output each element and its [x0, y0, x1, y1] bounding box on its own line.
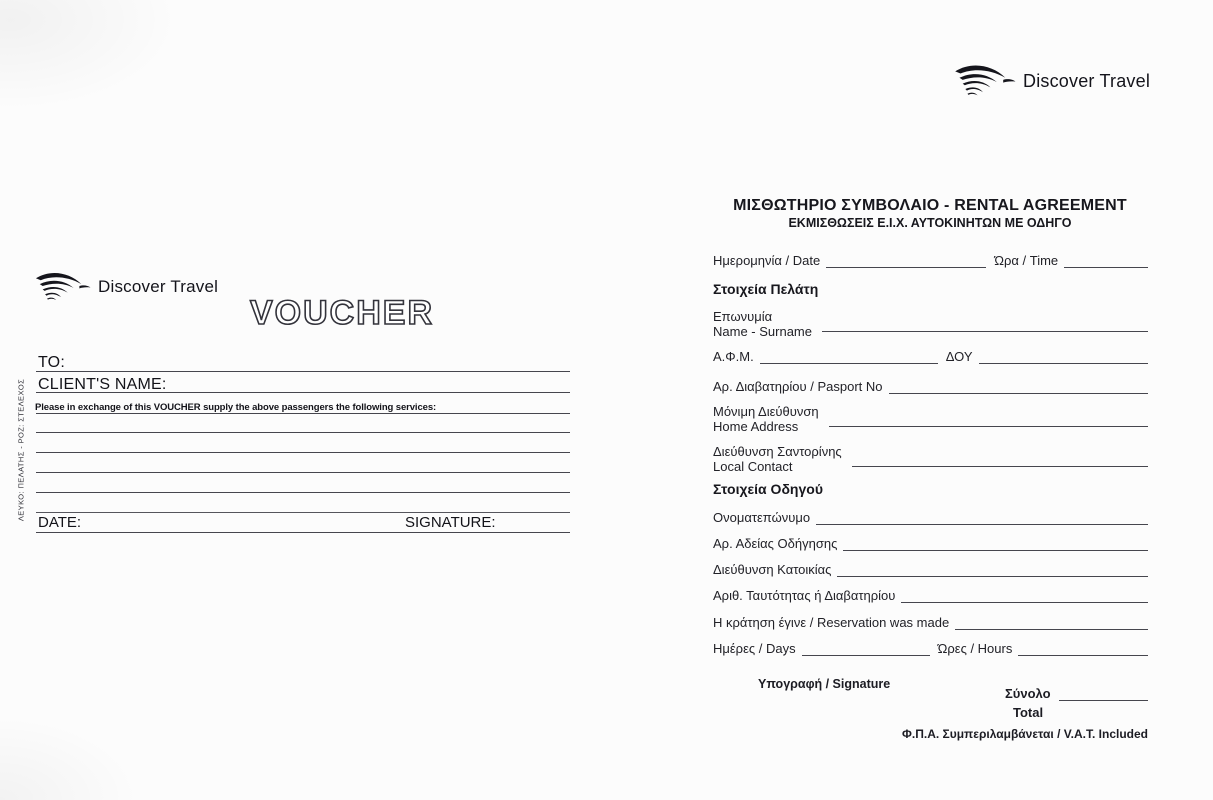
afm-field-line[interactable]	[760, 349, 938, 364]
vat-included-note: Φ.Π.Α. Συμπεριλαμβάνεται / V.A.T. Included	[902, 727, 1148, 741]
client-name-field-line[interactable]	[36, 392, 570, 393]
customer-name-label: Επωνυμία Name - Surname	[713, 309, 812, 339]
afm-doy-row	[713, 349, 1148, 364]
driver-id-field-line[interactable]	[901, 588, 1148, 603]
services-field-line[interactable]	[36, 492, 570, 493]
home-address-label: Μόνιμη Διεύθυνση Home Address	[713, 404, 819, 434]
driver-name-field-line[interactable]	[816, 510, 1148, 525]
hours-field-line[interactable]	[1018, 641, 1148, 656]
reservation-label: Η κράτηση έγινε / Reservation was made	[713, 615, 950, 630]
passport-field-line[interactable]	[889, 379, 1148, 394]
to-label: TO:	[38, 354, 65, 371]
customer-name-field-line[interactable]	[822, 331, 1148, 332]
signature-label: SIGNATURE:	[405, 514, 496, 531]
doy-field-line[interactable]	[979, 349, 1149, 364]
voucher-instruction: Please in exchange of this VOUCHER supply the above passengers the following services:	[35, 402, 437, 413]
date-signature-field-line[interactable]	[36, 532, 570, 533]
driver-id-row	[713, 588, 1148, 603]
total-row	[1005, 686, 1148, 701]
driver-residence-field-line[interactable]	[837, 562, 1148, 577]
discover-travel-logo	[33, 266, 218, 308]
date-time-row	[713, 253, 1148, 268]
time-label: Ώρα / Time	[994, 253, 1059, 268]
client-name-label: CLIENT'S NAME:	[38, 376, 167, 393]
agreement-signature-label: Υπογραφή / Signature	[758, 677, 891, 691]
driver-residence-row	[713, 562, 1148, 577]
date-label: DATE:	[38, 514, 82, 531]
total-label-gr: Σύνολο	[1005, 686, 1051, 701]
agreement-title: ΜΙΣΘΩΤΗΡΙΟ ΣΥΜΒΟΛΑΙΟ - RENTAL AGREEMENT	[733, 197, 1127, 214]
customer-section-heading: Στοιχεία Πελάτη	[713, 281, 819, 297]
driving-licence-row	[713, 536, 1148, 551]
brand-name: Discover Travel	[1023, 70, 1151, 91]
afm-label: Α.Φ.Μ.	[713, 349, 754, 364]
doy-label: ΔΟΥ	[945, 349, 973, 364]
local-contact-label: Διεύθυνση Σαντορίνης Local Contact	[713, 444, 842, 474]
passport-row	[713, 379, 1148, 394]
driver-name-row	[713, 510, 1148, 525]
services-field-line[interactable]	[36, 472, 570, 473]
voucher-title: VOUCHER	[250, 294, 435, 332]
services-field-line[interactable]	[36, 452, 570, 453]
hours-label: Ώρες / Hours	[937, 641, 1013, 656]
days-field-line[interactable]	[802, 641, 930, 656]
driving-licence-label: Αρ. Αδείας Οδήγησης	[713, 536, 838, 551]
reservation-field-line[interactable]	[955, 615, 1148, 630]
local-contact-field-line[interactable]	[852, 466, 1148, 467]
home-address-field-line[interactable]	[829, 426, 1148, 427]
wing-icon	[952, 58, 1016, 104]
customer-name-row	[713, 309, 1148, 339]
brand-name: Discover Travel	[98, 277, 219, 296]
discover-travel-logo	[952, 58, 1150, 104]
services-field-line[interactable]	[36, 413, 570, 414]
date-label: Ημερομηνία / Date	[713, 253, 821, 268]
agreement-subtitle: ΕΚΜΙΣΘΩΣΕΙΣ Ε.Ι.Χ. ΑΥΤΟΚΙΝΗΤΩΝ ΜΕ ΟΔΗΓΟ	[788, 216, 1072, 230]
date-field-line[interactable]	[826, 253, 986, 268]
to-field-line[interactable]	[36, 371, 570, 372]
days-hours-row	[713, 641, 1148, 656]
driver-name-label: Ονοματεπώνυμο	[713, 510, 811, 525]
footer-separator-line	[36, 512, 570, 513]
driver-section-heading: Στοιχεία Οδηγού	[713, 481, 823, 497]
reservation-row	[713, 615, 1148, 630]
services-field-line[interactable]	[36, 432, 570, 433]
total-label-en: Total	[1013, 705, 1044, 720]
copy-color-note: ΛΕΥΚΟ: ΠΕΛΑΤΗΣ - ΡΟΖ: ΣΤΕΛΕΧΟΣ	[16, 378, 26, 522]
driver-residence-label: Διεύθυνση Κατοικίας	[713, 562, 832, 577]
total-field-line[interactable]	[1059, 686, 1148, 701]
driver-id-label: Αριθ. Ταυτότητας ή Διαβατηρίου	[713, 588, 896, 603]
home-address-row	[713, 404, 1148, 434]
wing-icon	[33, 266, 91, 308]
driving-licence-field-line[interactable]	[843, 536, 1148, 551]
passport-label: Αρ. Διαβατηρίου / Pasport No	[713, 379, 883, 394]
days-label: Ημέρες / Days	[713, 641, 796, 656]
time-field-line[interactable]	[1064, 253, 1148, 268]
local-contact-row	[713, 444, 1148, 474]
